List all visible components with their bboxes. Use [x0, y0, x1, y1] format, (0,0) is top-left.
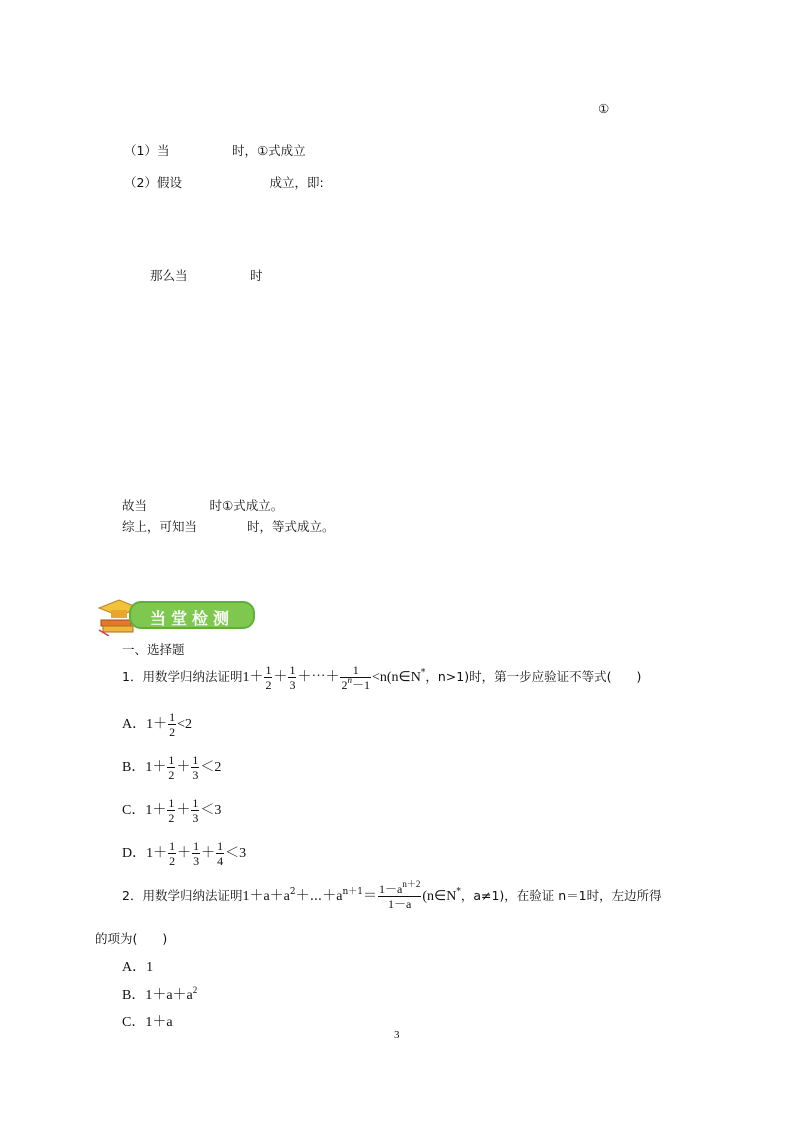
q1-condition: <n(n∈N	[371, 670, 421, 685]
q1-option-a[interactable]: A．1＋ $\frac{1}{2}$ <2	[122, 710, 193, 739]
q1-condition-star: *	[420, 668, 426, 678]
section-heading: 一、选择题	[122, 642, 185, 657]
q1-option-b[interactable]: B．1＋ $\frac{1}{2}$ ＋ $\frac{1}{3}$ ＜2	[122, 753, 222, 782]
q1-fraction-general: $\frac{1}{2^n-1}$	[341, 663, 370, 692]
q1-ellipsis: ＋⋯＋	[297, 670, 340, 685]
banner-bar	[129, 601, 255, 629]
q1-condition-tail: ，n>1)时，第一步应验证不等式( )	[425, 669, 642, 684]
q1-plus: ＋	[273, 670, 288, 685]
induction-step-line: 那么当 时	[150, 268, 263, 283]
q1-lead: 1．用数学归纳法证明	[122, 669, 243, 684]
q1-fraction-half: $\frac{1}{2}$	[265, 663, 272, 692]
q2-lead: 2．用数学归纳法证明	[122, 888, 243, 903]
question-1	[122, 664, 641, 691]
circled-one-mark: ①	[598, 101, 610, 116]
q1-expr-start: 1＋	[242, 670, 264, 685]
q1-fraction-third: $\frac{1}{3}$	[289, 663, 296, 692]
step-one-line: （1）当 时，①式成立	[124, 143, 306, 158]
q2-option-b[interactable]: B．$1+a+a^2$	[122, 985, 198, 1003]
q2-continuation: 的项为( )	[95, 931, 168, 946]
q1-option-c[interactable]: C．1＋ $\frac{1}{2}$ ＋ $\frac{1}{3}$ ＜3	[122, 796, 222, 825]
step-two-line: （2）假设 成立，即:	[124, 175, 324, 190]
q2-sum-fraction: $\frac{1-a^{n+2}}{1-a}$	[379, 879, 421, 911]
q2-option-c[interactable]: C．1＋a	[122, 1015, 173, 1030]
summary-line: 综上，可知当 时，等式成立。	[122, 519, 335, 534]
question-2: 2．用数学归纳法证明$1+a+a^2+\cdots+a^{n+1}=$ $\frac{1-a^{n+2}}{1-a}$ (n∈N*，a≠1)，在验证 n＝1时，左边所得	[122, 879, 662, 911]
q2-condition-tail: ，a≠1)，在验证 n＝1时，左边所得	[460, 888, 662, 903]
q2-option-a[interactable]: A．1	[122, 960, 154, 975]
banner-title: 当堂检测	[149, 609, 234, 628]
q1-option-d[interactable]: D．1＋ $\frac{1}{2}$ ＋ $\frac{1}{3}$ ＋ $\frac{1}{4}$ ＜3	[122, 839, 247, 868]
conclusion-line: 故当 时①式成立。	[122, 498, 284, 513]
section-banner	[95, 594, 260, 634]
q2-series: 1＋a＋a	[242, 889, 290, 904]
page-number: 3	[394, 1029, 400, 1041]
